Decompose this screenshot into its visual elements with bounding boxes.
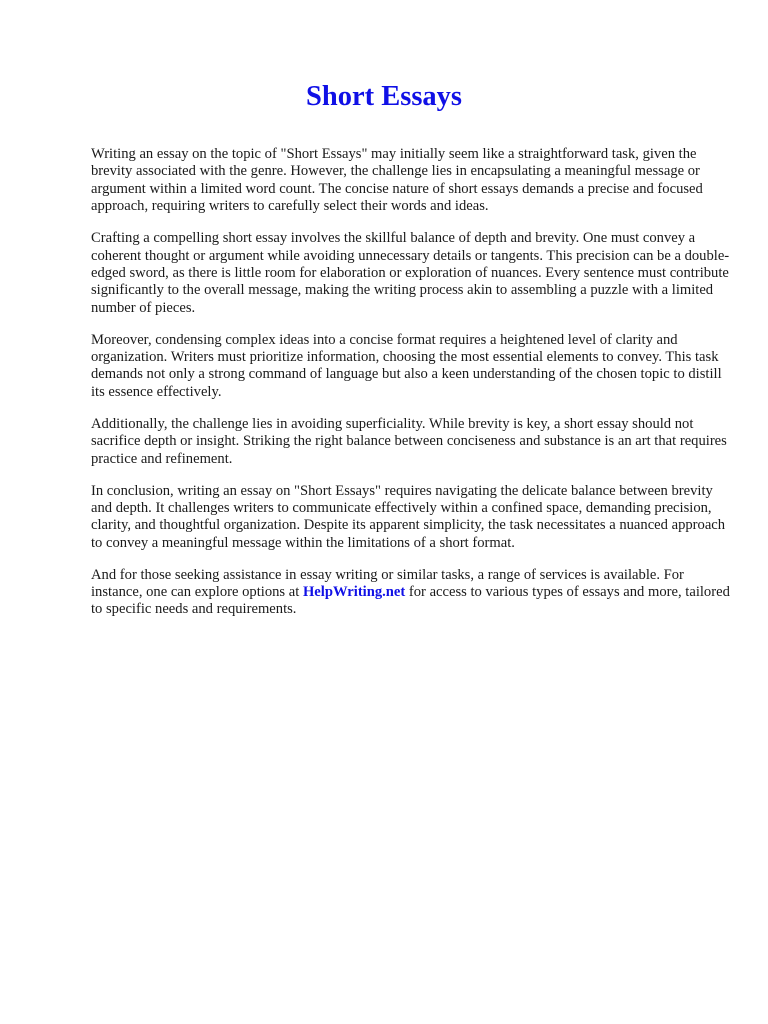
essay-paragraph-4: Additionally, the challenge lies in avoiding superficiality. While brevity is key, a short essay should not sacrifice depth or insight. Striking the right balance between conciseness and substance is an art that requires practice and refinement. xyxy=(91,415,727,467)
helpwriting-link[interactable]: HelpWriting.net xyxy=(302,584,406,601)
essay-paragraph-3: Moreover, condensing complex ideas into a concise format requires a heightened level of clarity and organization. Writers must prioritize information, choosing the most essential elements to convey. This task demands not only a strong command of language but also a keen understanding of the chosen topic to distill its essence effectively. xyxy=(91,331,722,400)
essay-paragraph-5: In conclusion, writing an essay on "Short Essays" requires navigating the delicate balance between brevity and depth. It challenges writers to communicate effectively within a confined space, demanding precision, clarity, and thoughtful organization. Despite its apparent simplicity, the task necessitates a nuanced approach to convey a meaningful message within the limitations of a short format. xyxy=(91,482,726,551)
closing-text-before-link: And for those seeking assistance in essay writing or similar tasks, a range of services is available. For instance, one can explore options at xyxy=(91,566,684,601)
essay-body xyxy=(91,146,731,633)
essay-paragraph-1: Writing an essay on the topic of "Short Essays" may initially seem like a straightforward task, given the brevity associated with the genre. However, the challenge lies in encapsulating a meaningful message or argument within a limited word count. The concise nature of short essays demands a precise and focused approach, requiring writers to carefully select their words and ideas. xyxy=(91,146,703,215)
closing-paragraph xyxy=(91,567,731,619)
page-title: Short Essays xyxy=(306,81,462,112)
closing-text-after-link: for access to various types of essays and more, tailored to specific needs and requirements. xyxy=(91,584,730,618)
essay-paragraph-2: Crafting a compelling short essay involves the skillful balance of depth and brevity. One must convey a coherent thought or argument while avoiding unnecessary details or tangents. This precision can be a double-edged sword, as there is little room for elaboration or exploration of nuances. Every sentence must contribute significantly to the overall message, making the writing process akin to assembling a puzzle with a limited number of pieces. xyxy=(91,230,730,316)
